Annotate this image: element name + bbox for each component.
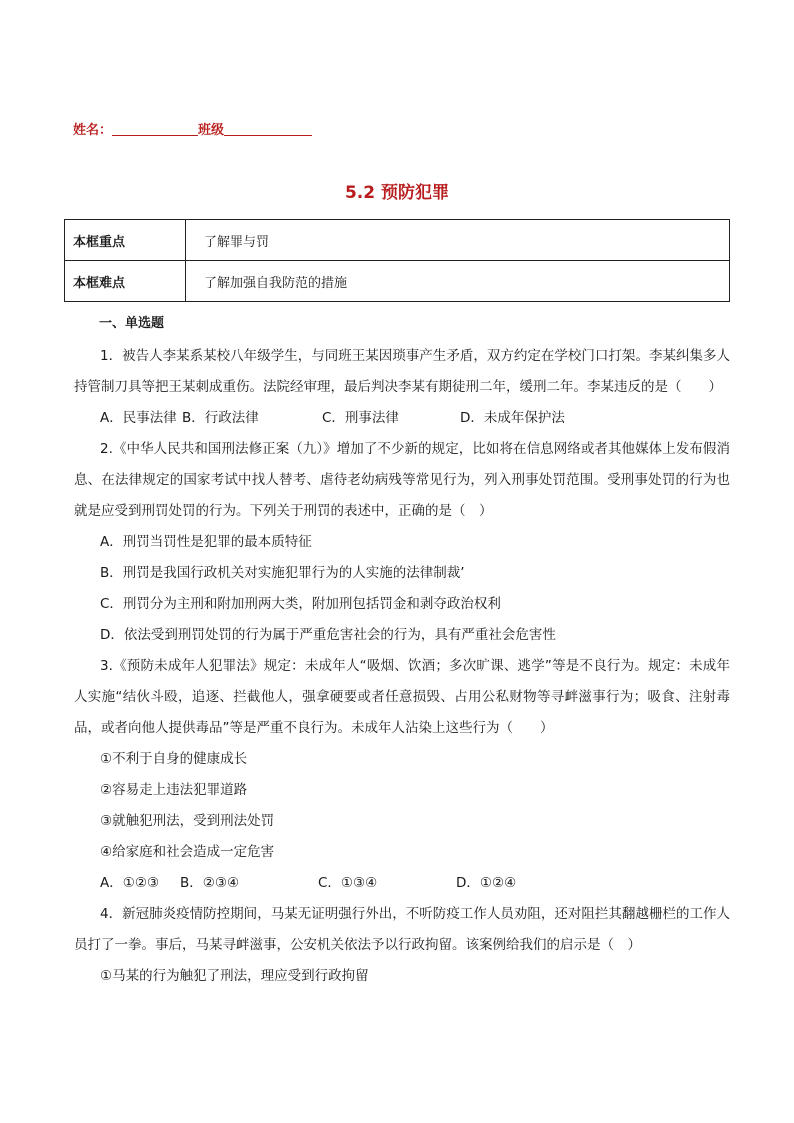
option: B．行政法律 (182, 410, 259, 426)
class-label: 班级 (198, 123, 225, 138)
statement: ②容易走上违法犯罪道路 (100, 782, 248, 798)
questions-body (74, 341, 730, 992)
question-2-stem: 2.《中华人民共和国刑法修正案（九）》增加了不少新的规定，比如将在信息网络或者其他媒体上发布假消息、在法律规定的国家考试中找人替考、虐待老幼病残等常见行为，列入刑事处罚范围。受刑事处罚的行为也就是应受到刑罚处罚的行为。下列关于刑罚的表述中，正确的是（ ） (74, 441, 730, 519)
question-1-options (74, 403, 730, 434)
statement: ①不利于自身的健康成长 (100, 751, 248, 767)
option: C．刑事法律 (322, 410, 399, 426)
table-row (65, 220, 730, 261)
focus-key-label: 本框重点 (65, 220, 186, 261)
option: D．①②④ (456, 875, 517, 891)
focus-key-value: 了解罪与罚 (186, 220, 730, 261)
option: A．刑罚当罚性是犯罪的最本质特征 (100, 534, 312, 550)
statement: ③就触犯刑法，受到刑法处罚 (100, 813, 275, 829)
question-4-stem: 4．新冠肺炎疫情防控期间，马某无证明强行外出，不听防疫工作人员劝阻，还对阻拦其翻越栅栏的工作人员打了一拳。事后，马某寻衅滋事，公安机关依法予以行政拘留。该案例给我们的启示是（ ） (74, 906, 730, 953)
table-row (65, 261, 730, 302)
statement: ④给家庭和社会造成一定危害 (100, 844, 275, 860)
question-1-stem: 1．被告人李某系某校八年级学生，与同班王某因琐事产生矛盾，双方约定在学校门口打架。李某纠集多人持管制刀具等把王某刺成重伤。法院经审理，最后判决李某有期徒刑二年，缓刑二年。李某违反的是（ ） (74, 348, 730, 395)
statement: ①马某的行为触犯了刑法，理应受到行政拘留 (100, 968, 369, 984)
page-title: 5.2 预防犯罪 (344, 183, 450, 203)
focus-difficult-label: 本框难点 (65, 261, 186, 302)
name-blank[interactable] (112, 123, 198, 136)
option: B．刑罚是我国行政机关对实施犯罪行为的人实施的法律制裁’ (100, 565, 465, 581)
option: B．②③④ (180, 875, 240, 891)
name-class-line (73, 119, 312, 138)
option: A．民事法律 (100, 410, 177, 426)
option: D．依法受到刑罚处罚的行为属于严重危害社会的行为，具有严重社会危害性 (100, 627, 556, 643)
section-heading: 一、单选题 (99, 316, 165, 331)
question-3-stem: 3.《预防未成年人犯罪法》规定：未成年人“吸烟、饮酒；多次旷课、逃学”等是不良行为。规定：未成年人实施“结伙斗殴，追逐、拦截他人，强拿硬要或者任意损毁、占用公私财物等寻衅滋事行为；吸食、注射毒品，或者向他人提供毒品”等是严重不良行为。未成年人沾染上这些行为（ ） (74, 658, 730, 736)
class-blank[interactable] (224, 123, 312, 136)
name-label: 姓名： (73, 123, 113, 138)
question-3-options (74, 868, 730, 899)
option: D．未成年保护法 (460, 410, 565, 426)
option: A．①②③ (100, 875, 160, 891)
option: C．刑罚分为主刑和附加刑两大类，附加刑包括罚金和剥夺政治权利 (100, 596, 501, 612)
focus-table (64, 219, 730, 302)
focus-difficult-value: 了解加强自我防范的措施 (186, 261, 730, 302)
option: C．①③④ (318, 875, 378, 891)
